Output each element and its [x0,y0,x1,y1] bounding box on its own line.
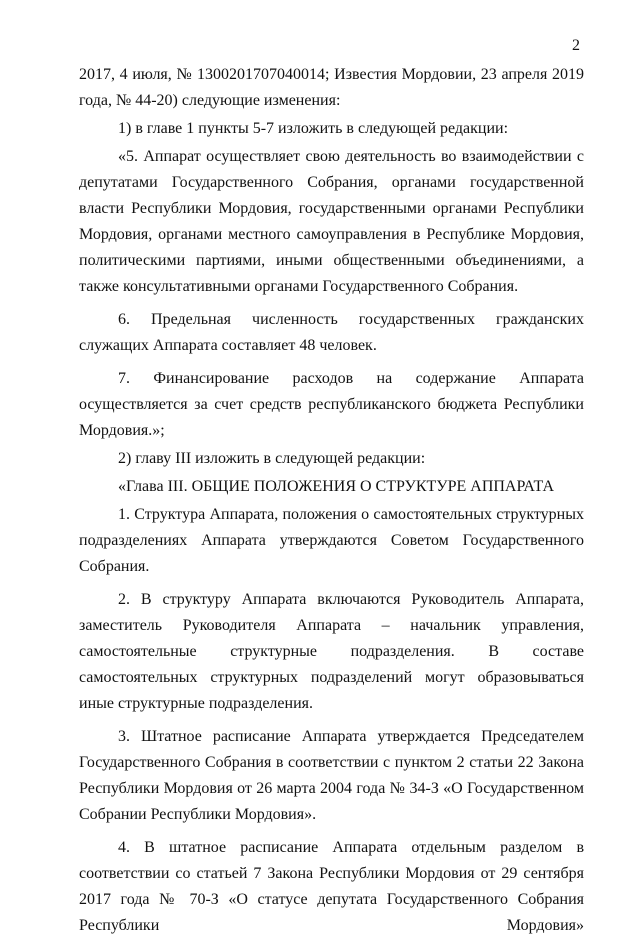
paragraph-structure-3: 3. Штатное расписание Аппарата утверждается Председателем Государственного Собрания в соответствии с пунктом 2 статьи 22 Закона Республики Мордовия от 26 марта 2004 года № 34-З «О Государственном Собрании Республики Мордовия». [79,728,584,823]
document-body [79,62,584,939]
paragraph-continuation: 2017, 4 июля, № 1300201707040014; Известия Мордовии, 23 апреля 2019 года, № 44-20) следующие изменения: [79,66,584,109]
paragraph-structure-4: 4. В штатное расписание Аппарата отдельным разделом в соответствии со статьей 7 Закона Республики Мордовия от 29 сентября 2017 года № 70-З «О статусе депутата Государственного Собрания Республики Мордовия» [79,839,584,934]
paragraph-point-7: 7. Финансирование расходов на содержание Аппарата осуществляется за счет средств республиканского бюджета Республики Мордовия.»; [79,370,584,439]
chapter-heading: «Глава III. ОБЩИЕ ПОЛОЖЕНИЯ О СТРУКТУРЕ АППАРАТА [118,478,555,495]
paragraph-item-1: 1) в главе 1 пункты 5-7 изложить в следующей редакции: [118,120,509,137]
paragraph-point-5: «5. Аппарат осуществляет свою деятельность во взаимодействии с депутатами Государственного Собрания, органами государственной власти Республики Мордовия, государственными органами Республики Мордовия, органами местного самоуправления в Республике Мордовия, политическими партиями, иными общественными объединениями, а также консультативными органами Государственного Собрания. [79,148,584,295]
paragraph-item-2: 2) главу III изложить в следующей редакции: [118,450,426,467]
paragraph-structure-1: 1. Структура Аппарата, положения о самостоятельных структурных подразделениях Аппарата утверждаются Советом Государственного Собрания. [79,506,584,575]
paragraph-structure-2: 2. В структуру Аппарата включаются Руководитель Аппарата, заместитель Руководителя Аппарата – начальник управления, самостоятельные структурные подразделения. В составе самостоятельных структурных подразделений могут образовываться иные структурные подразделения. [79,591,584,712]
paragraph-point-6: 6. Предельная численность государственных гражданских служащих Аппарата составляет 48 человек. [79,311,584,354]
page-number: 2 [572,37,580,54]
